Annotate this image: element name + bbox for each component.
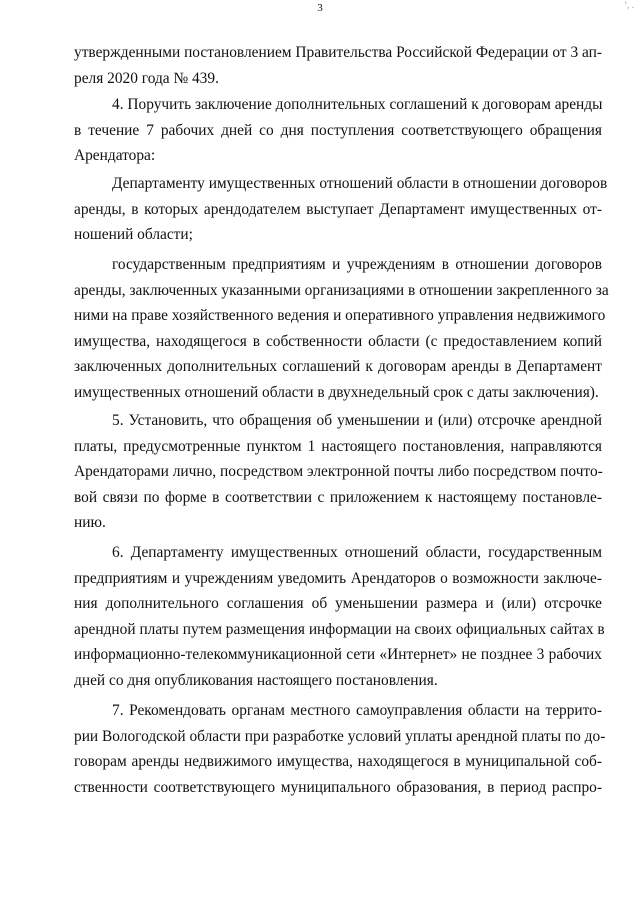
text-line: Арендатора: [74, 147, 156, 164]
paragraph-7 [74, 698, 606, 800]
text-line: реля 2020 года № 439. [74, 69, 219, 87]
text-line: имущественных отношений области в двухнедельный срок с даты заключения). [74, 383, 599, 401]
text-line: 5. Установить, что обращения об уменьшении и (или) отсрочке арендной [112, 412, 602, 429]
text-line: дней со дня опубликования настоящего постановления. [74, 671, 438, 689]
text-line: платы, предусмотренные пунктом 1 настоящего постановления, направляются [74, 437, 602, 455]
paragraph-4b [74, 252, 609, 405]
text-line: арендной платы путем размещения информации на своих официальных сайтах в [74, 620, 605, 638]
paragraph-continuation [74, 40, 602, 91]
text-line: Департаменту имущественных отношений области в отношении договоров [112, 175, 608, 192]
text-line: информационно-телекоммуникационной сети «Интернет» не позднее 3 рабочих [74, 646, 602, 663]
text-line: заключенных дополнительных соглашений к договорам аренды в Департамент [74, 358, 602, 375]
text-line: имущества, находящегося в собственности области (с предоставлением копий [74, 332, 602, 350]
paragraph-5 [74, 408, 602, 536]
text-line: аренды, заключенных указанными организациями в отношении закрепленного за [74, 281, 609, 299]
text-line: вой связи по форме в соответствии с приложением к настоящему постановле- [74, 488, 602, 506]
paragraph-4 [74, 92, 602, 169]
text-line: Арендаторами лично, посредством электронной почты либо посредством почто- [74, 463, 603, 480]
text-line: нию. [74, 514, 106, 531]
text-line: государственным предприятиям и учреждениям в отношении договоров [112, 256, 602, 273]
paragraph-6 [74, 540, 605, 693]
text-line: предприятиям и учреждениям уведомить Арендаторов о возможности заключе- [74, 569, 602, 587]
text-line: 7. Рекомендовать органам местного самоуправления области на террито- [112, 702, 602, 719]
text-line: ния дополнительного соглашения об уменьшении размера и (или) отсрочке [74, 595, 602, 612]
text-line: ношений области; [74, 226, 193, 243]
text-line: говорам аренды недвижимого имущества, находящегося в муниципальной соб- [74, 753, 602, 770]
text-line: ственности соответствующего муниципального образования, в период распро- [74, 778, 602, 796]
text-line: ними на праве хозяйственного ведения и оперативного управления недвижимого [74, 307, 606, 324]
text-line: в течение 7 рабочих дней со дня поступления соответствующего обращения [74, 121, 602, 139]
scan-corner-mark: ’, . [624, 0, 634, 10]
paragraph-4a [74, 171, 608, 248]
text-line: рии Вологодской области при разработке условий уплаты арендной платы по до- [74, 727, 606, 745]
page-number: 3 [317, 2, 323, 14]
text-line: утвержденными постановлением Правительства Российской Федерации от 3 ап- [74, 44, 602, 61]
text-line: 6. Департаменту имущественных отношений области, государственным [112, 544, 602, 561]
text-line: аренды, в которых арендодателем выступает Департамент имущественных от- [74, 200, 602, 218]
text-line: 4. Поручить заключение дополнительных соглашений к договорам аренды [112, 96, 603, 113]
